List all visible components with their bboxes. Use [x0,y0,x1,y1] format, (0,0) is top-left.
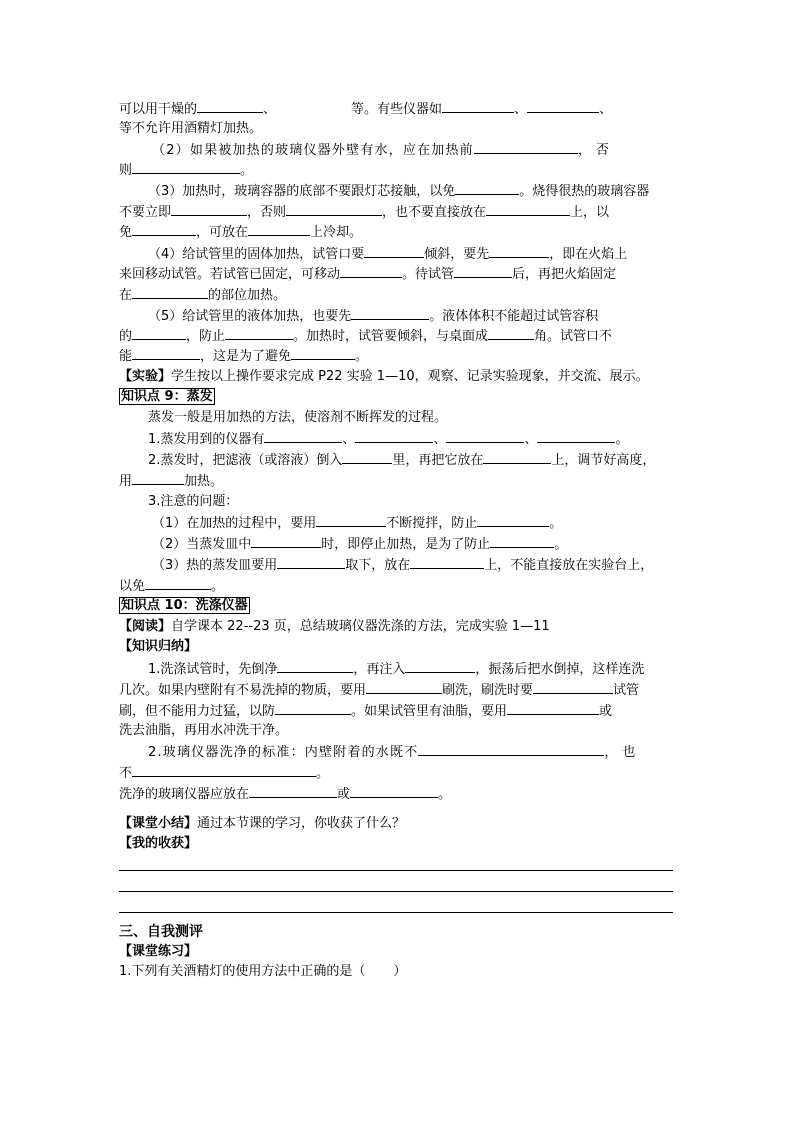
text-line [152,141,614,160]
blank[interactable] [225,327,293,340]
blank[interactable] [483,451,551,464]
blank[interactable] [342,451,392,464]
blank[interactable] [264,430,342,443]
text: 。 [549,516,563,531]
blank[interactable] [488,327,534,340]
blank[interactable] [442,100,514,113]
text: 【我的收获】 [119,836,198,851]
text: 、 [433,432,447,447]
section-tag: 【实验】 [119,369,172,384]
text: ，也 [604,745,641,760]
blank[interactable] [507,702,599,715]
text: 、 [524,432,538,447]
text: 。液体体积不能超过试管容积 [429,309,599,324]
answer-line[interactable] [119,891,673,892]
blank[interactable] [132,286,208,299]
blank[interactable] [145,577,211,590]
blank[interactable] [249,785,337,798]
blank[interactable] [316,514,386,527]
blank[interactable] [197,100,263,113]
blank[interactable] [171,203,247,216]
blank[interactable] [291,347,355,360]
blank[interactable] [474,141,578,154]
blank[interactable] [537,430,615,443]
text: 倾斜，要先 [424,247,490,262]
text: 后，再把火焰固定 [512,267,617,282]
answer-line[interactable] [119,912,673,913]
text-line [148,409,447,427]
text: 不要立即 [119,205,172,220]
text: 3.注意的问题： [148,494,239,509]
blank[interactable] [527,100,599,113]
text-line [119,161,253,180]
blank[interactable] [410,556,484,569]
text-line [119,368,649,386]
text: （2）如果被加热的玻璃仪器外壁有水，应在加热前 [152,143,474,158]
text: 的 [119,329,133,344]
text: 或 [337,787,351,802]
text-line [119,120,262,138]
text: （3）加热时，玻璃容器的底部不要跟灯芯接触，以免 [148,184,456,199]
text: ，再注入 [353,662,406,677]
question-line [119,963,406,981]
text: 、 [514,102,528,117]
blank[interactable] [251,535,321,548]
text-line [148,430,628,449]
section-tag [119,943,197,961]
text: 。如果试管里有油脂，要用 [351,704,508,719]
heading: 知识点 9：蒸发 [121,389,213,404]
blank[interactable] [132,472,184,485]
blank[interactable] [490,535,554,548]
section-tag: 【阅读】 [119,619,172,634]
text: （3）热的蒸发皿要用 [152,558,278,573]
text: 。 [615,432,629,447]
text: 洗去油脂，再用水冲洗干净。 [119,723,289,738]
text: 自学课本 22--23 页，总结玻璃仪器洗涤的方法，完成实验 1—11 [171,619,550,634]
text: 。烧得很热的玻璃容器 [519,184,650,199]
text: ，即在火焰上 [549,247,628,262]
text: 来回移动试管。若试管已固定，可移动 [119,267,341,282]
text-line [119,681,639,700]
text: 能 [119,349,133,364]
text: 。 [355,349,369,364]
text-line [148,493,238,511]
blank[interactable] [405,660,475,673]
text: 三、自我测评 [119,924,203,940]
blank[interactable] [275,702,351,715]
text: 等。有些仪器如 [351,102,443,117]
text-line [119,618,550,636]
text: （5）给试管里的液体加热，也要先 [148,309,352,324]
blank[interactable] [350,785,438,798]
text: 在 [119,288,133,303]
blank[interactable] [454,265,512,278]
text: 2.玻璃仪器洗净的标准：内壁附着的水既不 [148,745,419,760]
text: 刷，但不能用力过猛，以防 [119,704,276,719]
text: 不断搅拌，防止 [386,516,478,531]
text-line [119,472,223,491]
text-line [119,327,612,346]
text-line [148,245,627,264]
text: 、 [263,102,277,117]
text-line [119,100,612,119]
text: ，可放在 [196,225,249,240]
text: 可以用干燥的 [119,102,198,117]
heading: 知识点 10：洗涤仪器 [121,598,248,613]
text: 或 [599,704,613,719]
text: 蒸发一般是用加热的方法，使溶剂不断挥发的过程。 [148,410,448,425]
text: 通过本节课的学习，你收获了什么？ [197,816,406,831]
blank[interactable] [355,430,433,443]
text-line [119,722,288,740]
text-line [152,556,653,575]
text-line [152,535,567,554]
text: ，否则 [247,205,287,220]
text: 几次。如果内壁附有不易洗掉的物质，要用 [119,683,367,698]
knowledge-point-10-heading [119,597,250,615]
text: 上，不能直接放在实验台上， [484,558,654,573]
text: 洗净的玻璃仪器应放在 [119,787,250,802]
text-line [148,451,655,470]
text-line [119,223,362,242]
text: 上，以 [570,205,610,220]
text: 则 [119,163,133,178]
text: 1.洗涤试管时，先倒净 [148,662,278,677]
blank[interactable] [364,245,424,258]
text: 以免 [119,579,146,594]
text: 。加热时，试管要倾斜，与桌面成 [293,329,489,344]
blank[interactable] [286,203,382,216]
text: ） [393,964,407,979]
text-line [119,815,405,833]
answer-line[interactable] [119,870,673,871]
blank[interactable] [446,430,524,443]
text: 刷洗，刷洗时要 [442,683,534,698]
blank[interactable] [132,764,316,777]
text: 。 [240,163,254,178]
text-line [119,265,616,284]
blank[interactable] [418,743,604,756]
text: 2.蒸发时，把滤液（或溶液）倒入 [148,453,343,468]
blank[interactable] [277,660,353,673]
text-line [119,577,224,596]
text: 角。试管口不 [534,329,613,344]
text: 【知识归纳】 [119,639,198,654]
blank[interactable] [533,681,613,694]
text: 上冷却。 [310,225,363,240]
blank[interactable] [455,182,519,195]
text: 里，再把它放在 [392,453,484,468]
text: ，这是为了避免 [200,349,292,364]
text: 的部位加热。 [208,288,287,303]
text: 、 [599,102,613,117]
blank[interactable] [132,327,186,340]
section-heading [119,922,203,942]
blank[interactable] [489,245,549,258]
knowledge-point-9-heading [119,388,215,406]
text: ，振荡后把水倒掉，这样连洗 [475,662,645,677]
blank[interactable] [486,203,570,216]
text: 。待试管 [402,267,455,282]
text: ，否 [577,143,614,158]
blank[interactable] [132,161,240,174]
text: （2）当蒸发皿中 [152,537,252,552]
text-line [148,743,640,762]
text: 等不允许用酒精灯加热。 [119,121,263,136]
section-tag [119,835,197,853]
text: （1）在加热的过程中，要用 [152,516,317,531]
text: 1.下列有关酒精灯的使用方法中正确的是（ [119,964,366,979]
text: 。 [554,537,568,552]
text-line [119,785,451,804]
blank[interactable] [477,514,549,527]
text: （4）给试管里的固体加热，试管口要 [148,247,365,262]
text: 【课堂练习】 [119,944,198,959]
blank[interactable] [132,347,200,360]
blank[interactable] [132,223,196,236]
text-line [119,347,368,366]
text-line [119,203,609,222]
text: ，也不要直接放在 [382,205,487,220]
text: 。 [316,766,330,781]
blank[interactable] [277,556,345,569]
text-line [119,702,612,721]
text: 上，调节好高度， [551,453,656,468]
section-tag: 【课堂小结】 [119,816,198,831]
text: 1.蒸发用到的仪器有 [148,432,265,447]
text: 免 [119,225,133,240]
text: 加热。 [184,474,224,489]
text: 、 [342,432,356,447]
text: 学生按以上操作要求完成 P22 实验 1—10，观察、记录实验现象，并交流、展示。 [171,369,649,384]
text-line [148,660,644,679]
text: ，防止 [186,329,226,344]
text: 试管 [613,683,640,698]
text: 不 [119,766,133,781]
blank[interactable] [340,265,402,278]
text: 时，即停止加热，是为了防止 [321,537,491,552]
text-line [119,764,329,783]
text: 。 [211,579,225,594]
text: 。 [438,787,452,802]
blank[interactable] [366,681,442,694]
section-tag [119,638,197,656]
blank[interactable] [351,307,429,320]
text-line [119,286,286,305]
blank[interactable] [248,223,310,236]
text-line [152,514,562,533]
text: 用 [119,474,133,489]
text: 取下，放在 [345,558,411,573]
text-line [148,182,649,201]
text-line [148,307,598,326]
